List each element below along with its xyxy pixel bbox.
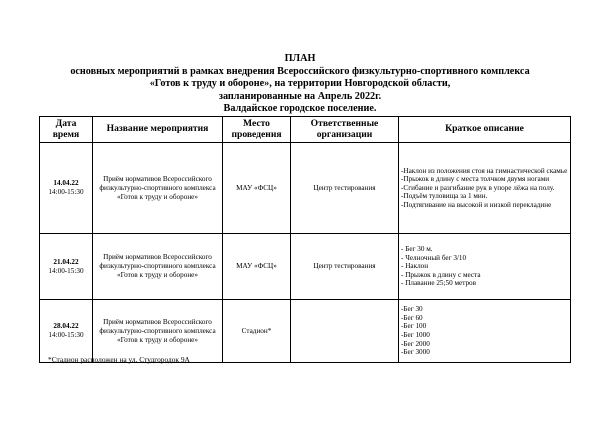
title-line-complex: «Готов к труду и обороне», на территории Новгородской области,: [149, 78, 451, 90]
events-table: [39, 116, 571, 363]
cell-org: Центр тестирования: [291, 143, 399, 234]
header-org: Ответственные организации: [291, 117, 399, 143]
title-line-plan: ПЛАН: [284, 53, 316, 64]
table-row: [40, 300, 571, 363]
cell-date: 14.04.22 14:00-15:30: [40, 143, 93, 234]
cell-name: Приём нормативов Всероссийского физкультурно-спортивного комплекса «Готов к труду и обороне»: [93, 143, 223, 234]
cell-org: Центр тестирования: [291, 234, 399, 300]
cell-name: Приём нормативов Всероссийского физкультурно-спортивного комплекса «Готов к труду и обороне»: [93, 234, 223, 300]
header-place: Место проведения: [223, 117, 291, 143]
cell-place: МАУ «ФСЦ»: [223, 234, 291, 300]
title-line-period: запланированные на Апрель 2022г.: [218, 90, 382, 102]
table-header-row: [40, 117, 571, 143]
header-name: Название мероприятия: [93, 117, 223, 143]
title-line-settlement: Валдайское городское поселение.: [223, 103, 377, 115]
table-row: [40, 143, 571, 234]
header-desc: Краткое описание: [399, 117, 571, 143]
cell-date: 21.04.22 14:00-15:30: [40, 234, 93, 300]
cell-desc: -Наклон из положения стоя на гимнастической скамье -Прыжок в длину с места толчком двумя ногами -Сгибание и разгибание рук в упоре лёжа на полу. -Подъём туловища за 1 мин. -Подтягивание на высокой и низкой перекладине: [399, 143, 571, 234]
cell-date: 28.04.22 14:00-15:30: [40, 300, 93, 363]
cell-desc: - Бег 30 м. - Челночный бег 3/10 - Наклон - Прыжок в длину с места - Плавание 25;50 метров: [399, 234, 571, 300]
cell-org: [291, 300, 399, 363]
cell-place: МАУ «ФСЦ»: [223, 143, 291, 234]
footnote: *Стадион расположен на ул. Студгородок 9А: [48, 355, 190, 364]
document-title: [30, 53, 570, 116]
header-date: Дата время: [40, 117, 93, 143]
cell-desc: -Бег 30 -Бег 60 -Бег 100 -Бег 1000 -Бег 2000 -Бег 3000: [399, 300, 571, 363]
cell-place: Стадион*: [223, 300, 291, 363]
table-row: [40, 234, 571, 300]
title-line-subject: основных мероприятий в рамках внедрения Всероссийского физкультурно-спортивного комплекса: [70, 65, 530, 77]
cell-name: Приём нормативов Всероссийского физкультурно-спортивного комплекса «Готов к труду и обороне»: [93, 300, 223, 363]
